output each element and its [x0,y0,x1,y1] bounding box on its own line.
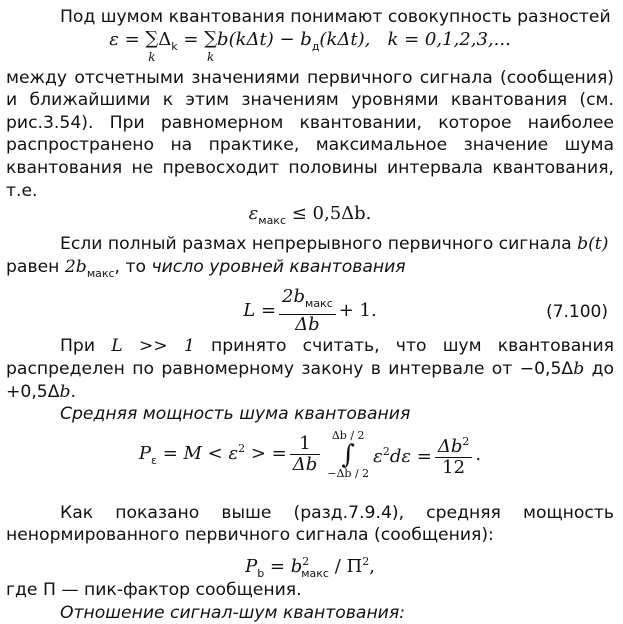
equation-number: (7.100) [546,301,608,324]
formula-signal-power: $P_b = b^2_{макс} / П^2$, [6,547,614,579]
fraction-one-over-delta: $\frac{1}{\Delta b}$ [290,434,321,475]
paragraph-mean-noise-power: Средняя мощность шума квантования [6,403,614,426]
paragraph-full-range: Если полный размах непрерывного первичного сигнала b(t) [6,233,614,256]
fraction-levels: $\frac{2b_{макс}}{\Delta b}$ [279,287,336,335]
paragraph-uniform-distribution: При L >> 1 принято считать, что шум квантования распределен по равномерному закону в интервале от −0,5Δb до +0,5Δb. [6,335,614,403]
paragraph-quantization-noise-intro: Под шумом квантования понимают совокупность разностей [6,6,614,29]
paragraph-snr-heading: Отношение сигнал-шум квантования: [6,602,614,624]
sum-operator-2: ∑ k [204,29,217,65]
formula-noise-sum: ε = ∑ k $\Delta_k$ = ∑ k $b(k\Delta t) - b_д(k\Delta t)$, k = 0,1,2,3,... [6,29,614,63]
paragraph-quantization-noise-definition: между отсчетными значениями первичного сигнала (сообщения) и ближайшими к этим значениям уровнями квантования (см. рис.3.54). При равномерном квантовании, которое наиболее распространено на практике, максимальное значение шума квантования не превосходит половины интервала квантования, т.е. [6,67,614,203]
paragraph-signal-power: Как показано выше (разд.7.9.4), средняя мощность ненормированного первичного сигнала (сообщения): [6,502,614,547]
fraction-result: $\frac{\Delta b^2}{12}$ [435,432,473,478]
paragraph-full-range-cont: равен $2b_{макс}$, то число уровней квантования [6,256,614,286]
integral-operator: Δb / 2 ∫ −Δb / 2 [327,430,369,480]
formula-noise-power: $P_\varepsilon = M < \varepsilon^2$ > = $\frac{1}{\Delta b}$ Δb / 2 ∫ −Δb / 2 $\varepsilon^2d\varepsilon$ = $\frac{\Delta b^2}{12}$ . [6,426,614,500]
sum-operator: ∑ k [145,29,158,65]
formula-eps-max: $\varepsilon_{макс} \le 0,5\Delta b$. [6,202,614,233]
paragraph-peak-factor: где П — пик-фактор сообщения. [6,579,614,602]
formula-levels-count: L = $\frac{2b_{макс}}{\Delta b}$ + 1. (7.100) [6,287,614,335]
